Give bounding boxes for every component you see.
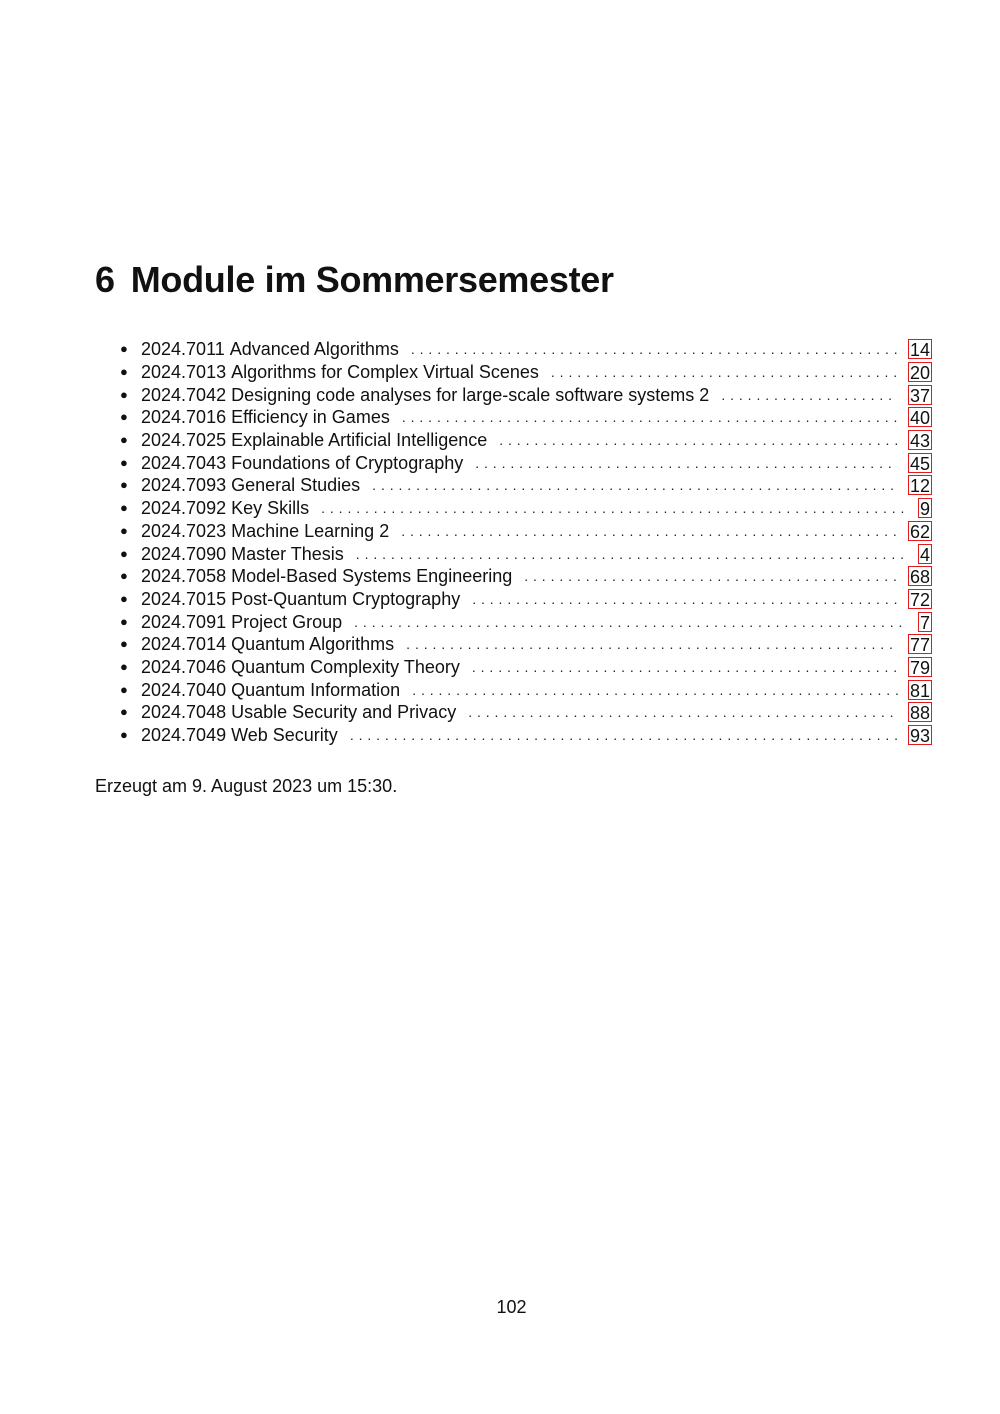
module-code: 2024.7011 [141, 339, 225, 360]
module-code: 2024.7016 [141, 407, 227, 428]
page-link[interactable]: 93 [909, 726, 930, 747]
module-code: 2024.7043 [141, 452, 227, 473]
module-title: Project Group [231, 611, 343, 632]
bullet-icon: ● [120, 658, 128, 674]
module-list-item [120, 701, 932, 724]
dot-leader [321, 497, 908, 519]
module-title: Quantum Complexity Theory [231, 656, 460, 677]
module-list-item [120, 588, 932, 611]
dot-leader [406, 633, 898, 655]
module-code: 2024.7058 [141, 566, 227, 587]
bullet-icon: ● [120, 568, 128, 584]
page-link[interactable]: 88 [909, 703, 930, 724]
module-list-item [120, 542, 932, 565]
dot-leader [475, 452, 898, 474]
section-number: 6 [95, 259, 115, 300]
bullet-icon: ● [120, 545, 128, 561]
page-link[interactable]: 45 [909, 453, 930, 474]
bullet-icon: ● [120, 477, 128, 493]
page-link[interactable]: 40 [909, 408, 930, 429]
module-title: Explainable Artificial Intelligence [231, 430, 488, 451]
module-title: Web Security [231, 725, 338, 746]
bullet-icon: ● [120, 590, 128, 606]
bullet-icon: ● [120, 364, 128, 380]
module-title: Algorithms for Complex Virtual Scenes [231, 362, 539, 383]
bullet-icon: ● [120, 500, 128, 516]
module-code: 2024.7092 [141, 498, 227, 519]
module-list-item [120, 474, 932, 497]
module-code: 2024.7023 [141, 520, 227, 541]
page-link[interactable]: 72 [909, 589, 930, 610]
module-title: Post-Quantum Cryptography [231, 588, 461, 609]
page-link[interactable]: 62 [909, 521, 930, 542]
dot-leader [551, 361, 898, 383]
module-list-item [120, 361, 932, 384]
bullet-icon: ● [120, 432, 128, 448]
page-link[interactable]: 68 [909, 567, 930, 588]
dot-leader [402, 406, 898, 428]
module-code: 2024.7042 [141, 384, 227, 405]
dot-leader [499, 429, 898, 451]
page-link[interactable]: 9 [919, 499, 930, 520]
page-link[interactable]: 81 [909, 680, 930, 701]
module-list-item [120, 338, 932, 361]
module-title: Efficiency in Games [231, 407, 390, 428]
module-list-item [120, 520, 932, 543]
page-link[interactable]: 20 [909, 363, 930, 384]
bullet-icon: ● [120, 727, 128, 743]
bullet-icon: ● [120, 409, 128, 425]
module-list-item [120, 724, 932, 747]
module-title: Advanced Algorithms [229, 339, 399, 360]
module-list-item [120, 383, 932, 406]
module-code: 2024.7046 [141, 656, 227, 677]
section-heading [95, 258, 614, 302]
page-link[interactable]: 79 [909, 657, 930, 678]
module-code: 2024.7093 [141, 475, 227, 496]
page-link[interactable]: 12 [909, 476, 930, 497]
module-title: General Studies [231, 475, 361, 496]
module-code: 2024.7025 [141, 430, 227, 451]
module-code: 2024.7049 [141, 725, 227, 746]
bullet-icon: ● [120, 522, 128, 538]
page-link[interactable]: 4 [919, 544, 930, 565]
module-list [120, 338, 932, 746]
module-title: Model-Based Systems Engineering [231, 566, 513, 587]
dot-leader [356, 543, 908, 565]
module-list-item [120, 565, 932, 588]
dot-leader [721, 384, 898, 406]
module-list-item [120, 633, 932, 656]
dot-leader [372, 474, 898, 496]
module-list-item [120, 497, 932, 520]
module-title: Machine Learning 2 [231, 520, 390, 541]
module-title: Quantum Algorithms [231, 634, 395, 655]
page-link[interactable]: 14 [909, 340, 930, 361]
module-title: Master Thesis [231, 543, 344, 564]
module-title: Foundations of Cryptography [231, 452, 464, 473]
page-link[interactable]: 43 [909, 431, 930, 452]
bullet-icon: ● [120, 613, 128, 629]
module-title: Quantum Information [231, 679, 401, 700]
module-list-item [120, 429, 932, 452]
module-code: 2024.7048 [141, 702, 227, 723]
generated-note: Erzeugt am 9. August 2023 um 15:30. [95, 776, 398, 796]
module-code: 2024.7091 [141, 611, 227, 632]
dot-leader [524, 565, 898, 587]
module-list-item [120, 451, 932, 474]
module-list-item [120, 656, 932, 679]
dot-leader [468, 701, 898, 723]
page-link[interactable]: 7 [919, 612, 930, 633]
module-code: 2024.7014 [141, 634, 227, 655]
bullet-icon: ● [120, 454, 128, 470]
page-number: 102 [496, 1297, 527, 1317]
module-code: 2024.7090 [141, 543, 227, 564]
bullet-icon: ● [120, 341, 128, 357]
dot-leader [350, 724, 898, 746]
module-code: 2024.7013 [141, 362, 227, 383]
dot-leader [412, 679, 898, 701]
dot-leader [472, 656, 898, 678]
section-title: Module im Sommersemester [130, 259, 614, 300]
module-title: Key Skills [231, 498, 310, 519]
bullet-icon: ● [120, 681, 128, 697]
dot-leader [411, 338, 898, 360]
module-list-item [120, 610, 932, 633]
bullet-icon: ● [120, 636, 128, 652]
module-title: Usable Security and Privacy [231, 702, 457, 723]
module-code: 2024.7015 [141, 588, 227, 609]
bullet-icon: ● [120, 704, 128, 720]
dot-leader [401, 520, 898, 542]
module-list-item [120, 406, 932, 429]
bullet-icon: ● [120, 386, 128, 402]
module-title: Designing code analyses for large-scale software systems 2 [231, 384, 710, 405]
module-code: 2024.7040 [141, 679, 227, 700]
dot-leader [354, 611, 908, 633]
page-link[interactable]: 37 [909, 385, 930, 406]
dot-leader [472, 588, 898, 610]
module-list-item [120, 678, 932, 701]
page-link[interactable]: 77 [909, 635, 930, 656]
